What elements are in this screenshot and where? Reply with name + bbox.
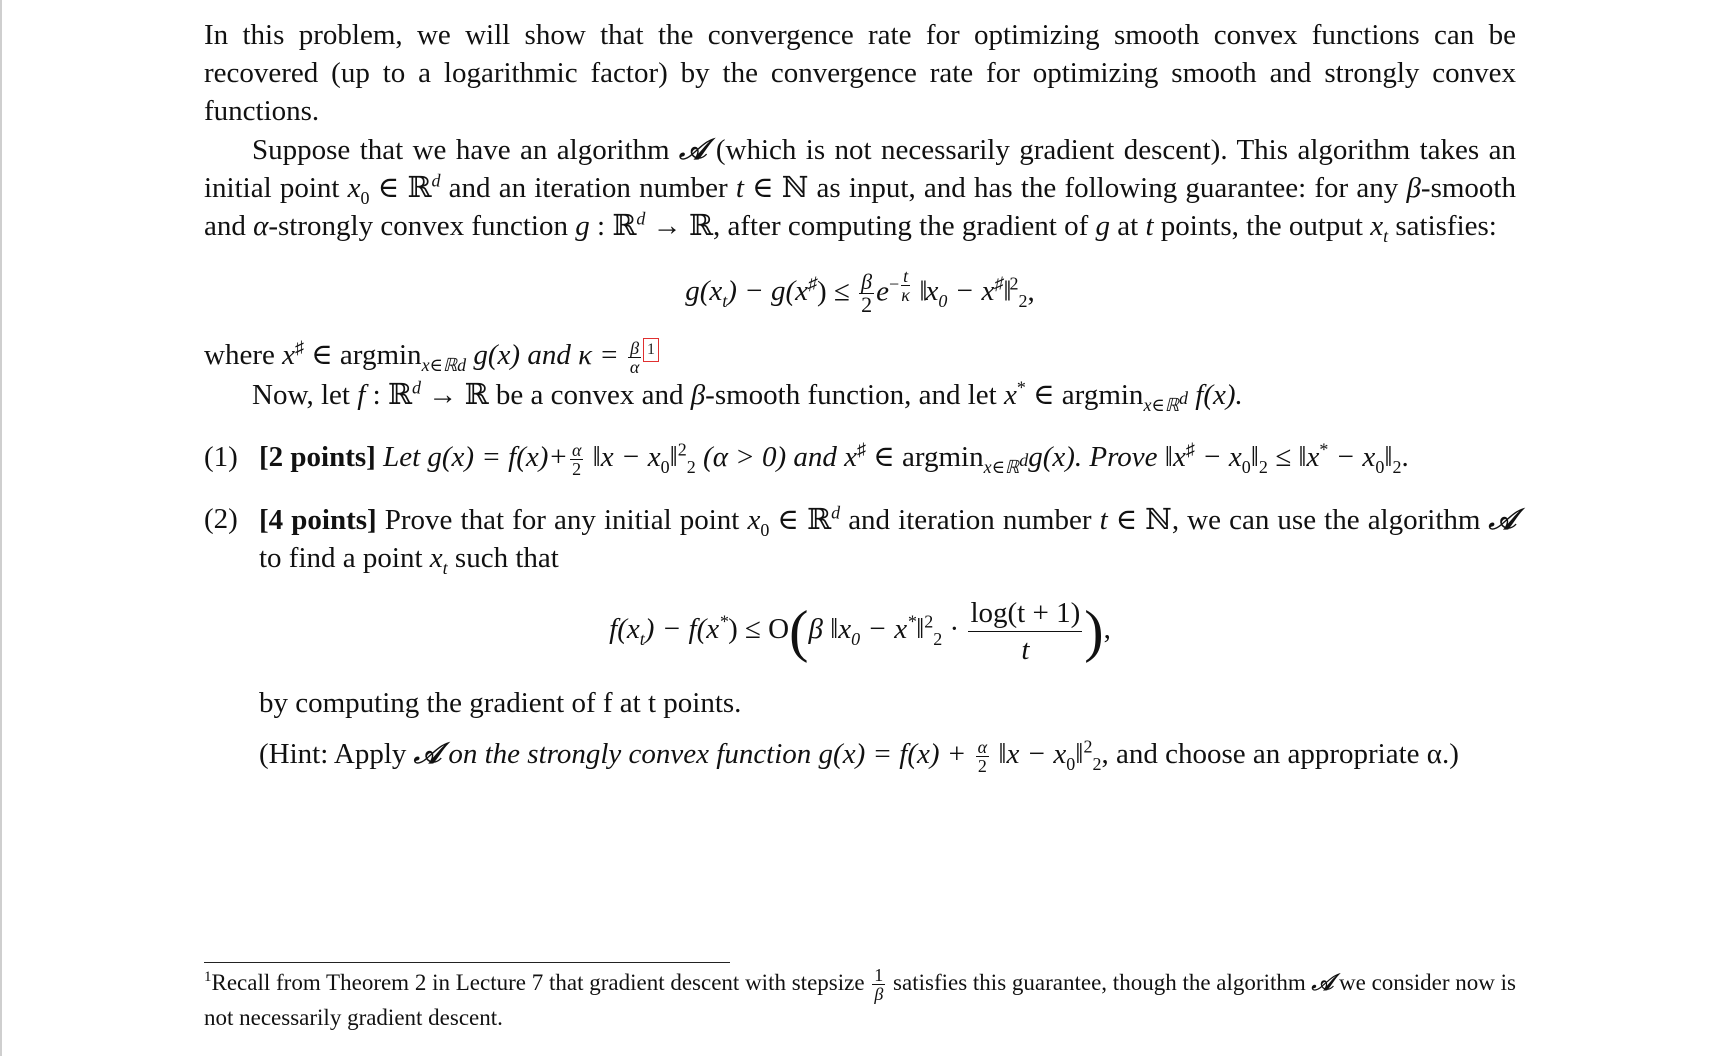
para2-text-8: at: [1110, 210, 1146, 242]
para2-text-10: satisfies:: [1388, 210, 1497, 242]
q1-text-1: Let g(x) = f(x)+: [375, 440, 568, 473]
eq2-beta: β ‖x: [808, 612, 852, 645]
q1-text-8: − x: [1194, 440, 1242, 473]
eq1-exp-den: κ: [901, 285, 910, 305]
q1-text-9: ‖: [1250, 440, 1259, 473]
q1-text-6: g(x). Prove: [1028, 440, 1165, 473]
q2-text-5: such that: [447, 541, 559, 574]
q2-text-4: to find a point: [259, 541, 430, 574]
q1-text-5: ∈ argmin: [866, 440, 984, 473]
q2-text-2: and iteration number: [840, 503, 1100, 536]
q2-text-1: Prove that for any initial point: [376, 503, 748, 536]
now-text-1: Now, let: [252, 378, 358, 411]
intro-text: In this problem, we will show that the convergence rate for optimizing smooth convex functions can be recovered (up to a logarithmic factor) by the convergence rate for optimizing smooth and strongly convex functions.: [204, 19, 1516, 127]
algorithm-paragraph: Suppose that we have an algorithm 𝒜 (which is not necessarily gradient descent). This algorithm takes an initial point $x_0$ ∈ ℝ$^d$ and an iteration number t ∈ ℕ as input, and has the following guarantee: for any β-smooth and α-strongly convex function g : ℝ$^d$ → ℝ, after computing the gradient of g at t points, the output $x_t$ satisfies:: [204, 132, 1516, 246]
question-2-label: (2): [204, 502, 238, 535]
footnote: $^1$Recall from Theorem 2 in Lecture 7 that gradient descent with stepsize $\frac{1}{\beta}$ satisfies this guarantee, though the algorithm 𝒜 we consider now is not necessarily gradient descent.: [204, 965, 1516, 1030]
where-subscript: x∈ℝ: [421, 354, 458, 375]
where-prefix: where: [204, 339, 283, 372]
para2-text-7: , after computing the gradient of: [713, 210, 1096, 242]
eq1-minus: − x: [947, 275, 995, 308]
hint-text-1: (Hint: Apply: [259, 737, 414, 770]
now-text-3: -smooth function, and let: [705, 378, 1004, 411]
hint-text-3: ‖x − x: [991, 737, 1067, 770]
q1-text-4: (α > 0) and x: [695, 440, 858, 473]
para2-text-1: Suppose that we have an algorithm: [252, 134, 679, 166]
para2-text-2: (which is not necessarily gradient descent). This algorithm takes an initial point: [204, 134, 1516, 204]
kappa-num: β: [630, 337, 640, 358]
now-text-4: ∈ argmin: [1025, 378, 1144, 411]
eq1-fraction: [859, 271, 874, 316]
para2-text-5: -smooth and: [204, 172, 1516, 242]
footnote-text-2: satisfies this guarantee, though the algorithm: [887, 969, 1312, 995]
q2-text-3: , we can use the algorithm: [1171, 503, 1489, 536]
question-2: (2) [4 points] Prove that for any initial point $x_0$ ∈ ℝ$^d$ and iteration number t ∈ ℕ, we can use the algorithm 𝒜 to find a point $x_t$ such that $f(x_t) - f(x^*) \le O(\beta$ $‖x_0$ − x*‖$^2_2$ · $\frac{\log(t + 1)}{t}$ ), by computing the gradient of f at t points. (Hint: Apply 𝒜 on the strongly convex function g(x) = f(x) + $\frac{\alpha}{2}$ ‖x − $x_0‖^2_2$, and choose an appropriate α.): [204, 501, 1516, 776]
q1-text-10: ≤ ‖x: [1267, 440, 1320, 473]
q1-text-7: ‖x: [1164, 440, 1186, 473]
q2-after-text: by computing the gradient of f at t points.: [259, 686, 742, 719]
footnote-stepsize: [872, 966, 885, 1003]
eq1-frac-den: 2: [861, 292, 873, 318]
eq1-lhs: g(x: [685, 275, 723, 308]
algorithm-symbol: 𝒜: [678, 132, 707, 166]
q1-text-11: − x: [1328, 440, 1376, 473]
question-1-points: [2 points]: [259, 440, 376, 473]
eq2-norm-end: ‖: [916, 612, 925, 645]
q1-text-13: .: [1401, 440, 1409, 473]
eq2-trail: ,: [1103, 612, 1111, 645]
para2-text-3: and an iteration number: [440, 172, 736, 204]
where-mid: g(x) and κ =: [466, 339, 627, 372]
para2-text-6: -strongly convex function: [268, 210, 576, 242]
now-text-2: be a convex and: [488, 378, 691, 411]
eq2-leq: ) ≤ O: [728, 612, 790, 645]
hint-paragraph: (Hint: Apply 𝒜 on the strongly convex function g(x) = f(x) + $\frac{\alpha}{2}$ ‖x − $x_0‖^2_2$, and choose an appropriate α.): [259, 735, 1459, 776]
para2-text-4: as input, and has the following guarantee: for any: [808, 172, 1407, 204]
footnote-text-1: Recall from Theorem 2 in Lecture 7 that gradient descent with stepsize: [211, 969, 871, 995]
footnote-text-3: we consider now is not necessarily gradient descent.: [204, 969, 1516, 1030]
footnote-link[interactable]: 1: [643, 338, 659, 362]
where-argmin: ∈ argmin: [303, 339, 422, 372]
hint-text-2: on the strongly convex function g(x) = f(x) +: [441, 737, 974, 770]
eq2-fraction: [968, 595, 1082, 668]
eq2-dot: ·: [942, 612, 960, 645]
hint-text-5: , and choose an appropriate α.): [1101, 737, 1459, 770]
rate-equation: $f(x_t) - f(x^*) \le O(\beta$ $‖x_0$ − x*‖$^2_2$ · $\frac{\log(t + 1)}{t}$ ),: [609, 596, 1111, 666]
hint-text-4: ‖: [1075, 737, 1084, 770]
eq2-frac-den: t: [1021, 633, 1030, 666]
now-line: Now, let f : ℝ$^d$ → ℝ be a convex and β-smooth function, and let x* ∈ argmin$_{x\in ℝ^d}$ f(x).: [252, 377, 1243, 415]
eq2-mid: ) − f(x: [644, 612, 720, 645]
guarantee-equation: $g(x_t) - g(x^♯)$ ≤ $\frac{\beta}{2}$ $e^{- \frac{t}{\kappa}}$ $‖x_0$ − x♯‖$^2_2$,: [685, 266, 1035, 318]
where-line: where x♯ ∈ argmin$_{x\in ℝd}$ g(x) and κ = $\frac{\beta}{\alpha}$ 1: [204, 336, 1516, 376]
eq2-lhs: f(x: [609, 612, 640, 645]
q1-text-12: ‖: [1384, 440, 1393, 473]
footnote-mark: 1: [204, 969, 212, 986]
kappa-fraction: [628, 339, 641, 376]
eq1-sub: 2: [1018, 291, 1028, 312]
eq2-minus: − x: [860, 612, 908, 645]
footnote-frac-num: 1: [874, 965, 884, 985]
eq2-frac-num: log(t + 1): [968, 595, 1082, 632]
eq1-pow: 2: [1009, 273, 1019, 294]
problem-body: [204, 16, 1516, 775]
eq1-leq: ) ≤: [817, 275, 850, 308]
question-1: (1) [2 points] Let g(x) = f(x)+ $\frac{\alpha}{2}$ ‖x − $x_0‖^2_2$ (α > 0) and x♯ ∈ argmin$_{x\in ℝ^d}$g(x). Prove ‖x♯ − $x_0‖_2$ ≤ ‖x* − $x_0‖_2$.: [204, 439, 1409, 479]
para2-text-9: points, the output: [1153, 210, 1371, 242]
kappa-den: α: [629, 356, 640, 377]
eq1-exponent: [901, 267, 910, 304]
footnote-divider: [204, 962, 730, 963]
eq1-norm-x: x: [925, 275, 939, 308]
eq1-frac-num: β: [861, 269, 873, 295]
hint-alpha-half: $\frac{\alpha}{2}$: [977, 736, 988, 776]
question-2-points: [4 points]: [259, 503, 377, 536]
eq1-exp-num: t: [903, 266, 909, 286]
question-1-label: (1): [204, 440, 238, 473]
eq1-rest: ) − g(x: [727, 275, 809, 308]
now-text-5: f(x).: [1188, 378, 1243, 411]
q1-alpha-half: $\frac{\alpha}{2}$: [571, 439, 582, 479]
q2-after: [259, 684, 1516, 722]
footnote-frac-den: β: [874, 984, 884, 1004]
q1-text-3: ‖: [669, 440, 678, 473]
q1-text-2: ‖x − x: [585, 440, 661, 473]
intro-paragraph: [204, 16, 1516, 130]
